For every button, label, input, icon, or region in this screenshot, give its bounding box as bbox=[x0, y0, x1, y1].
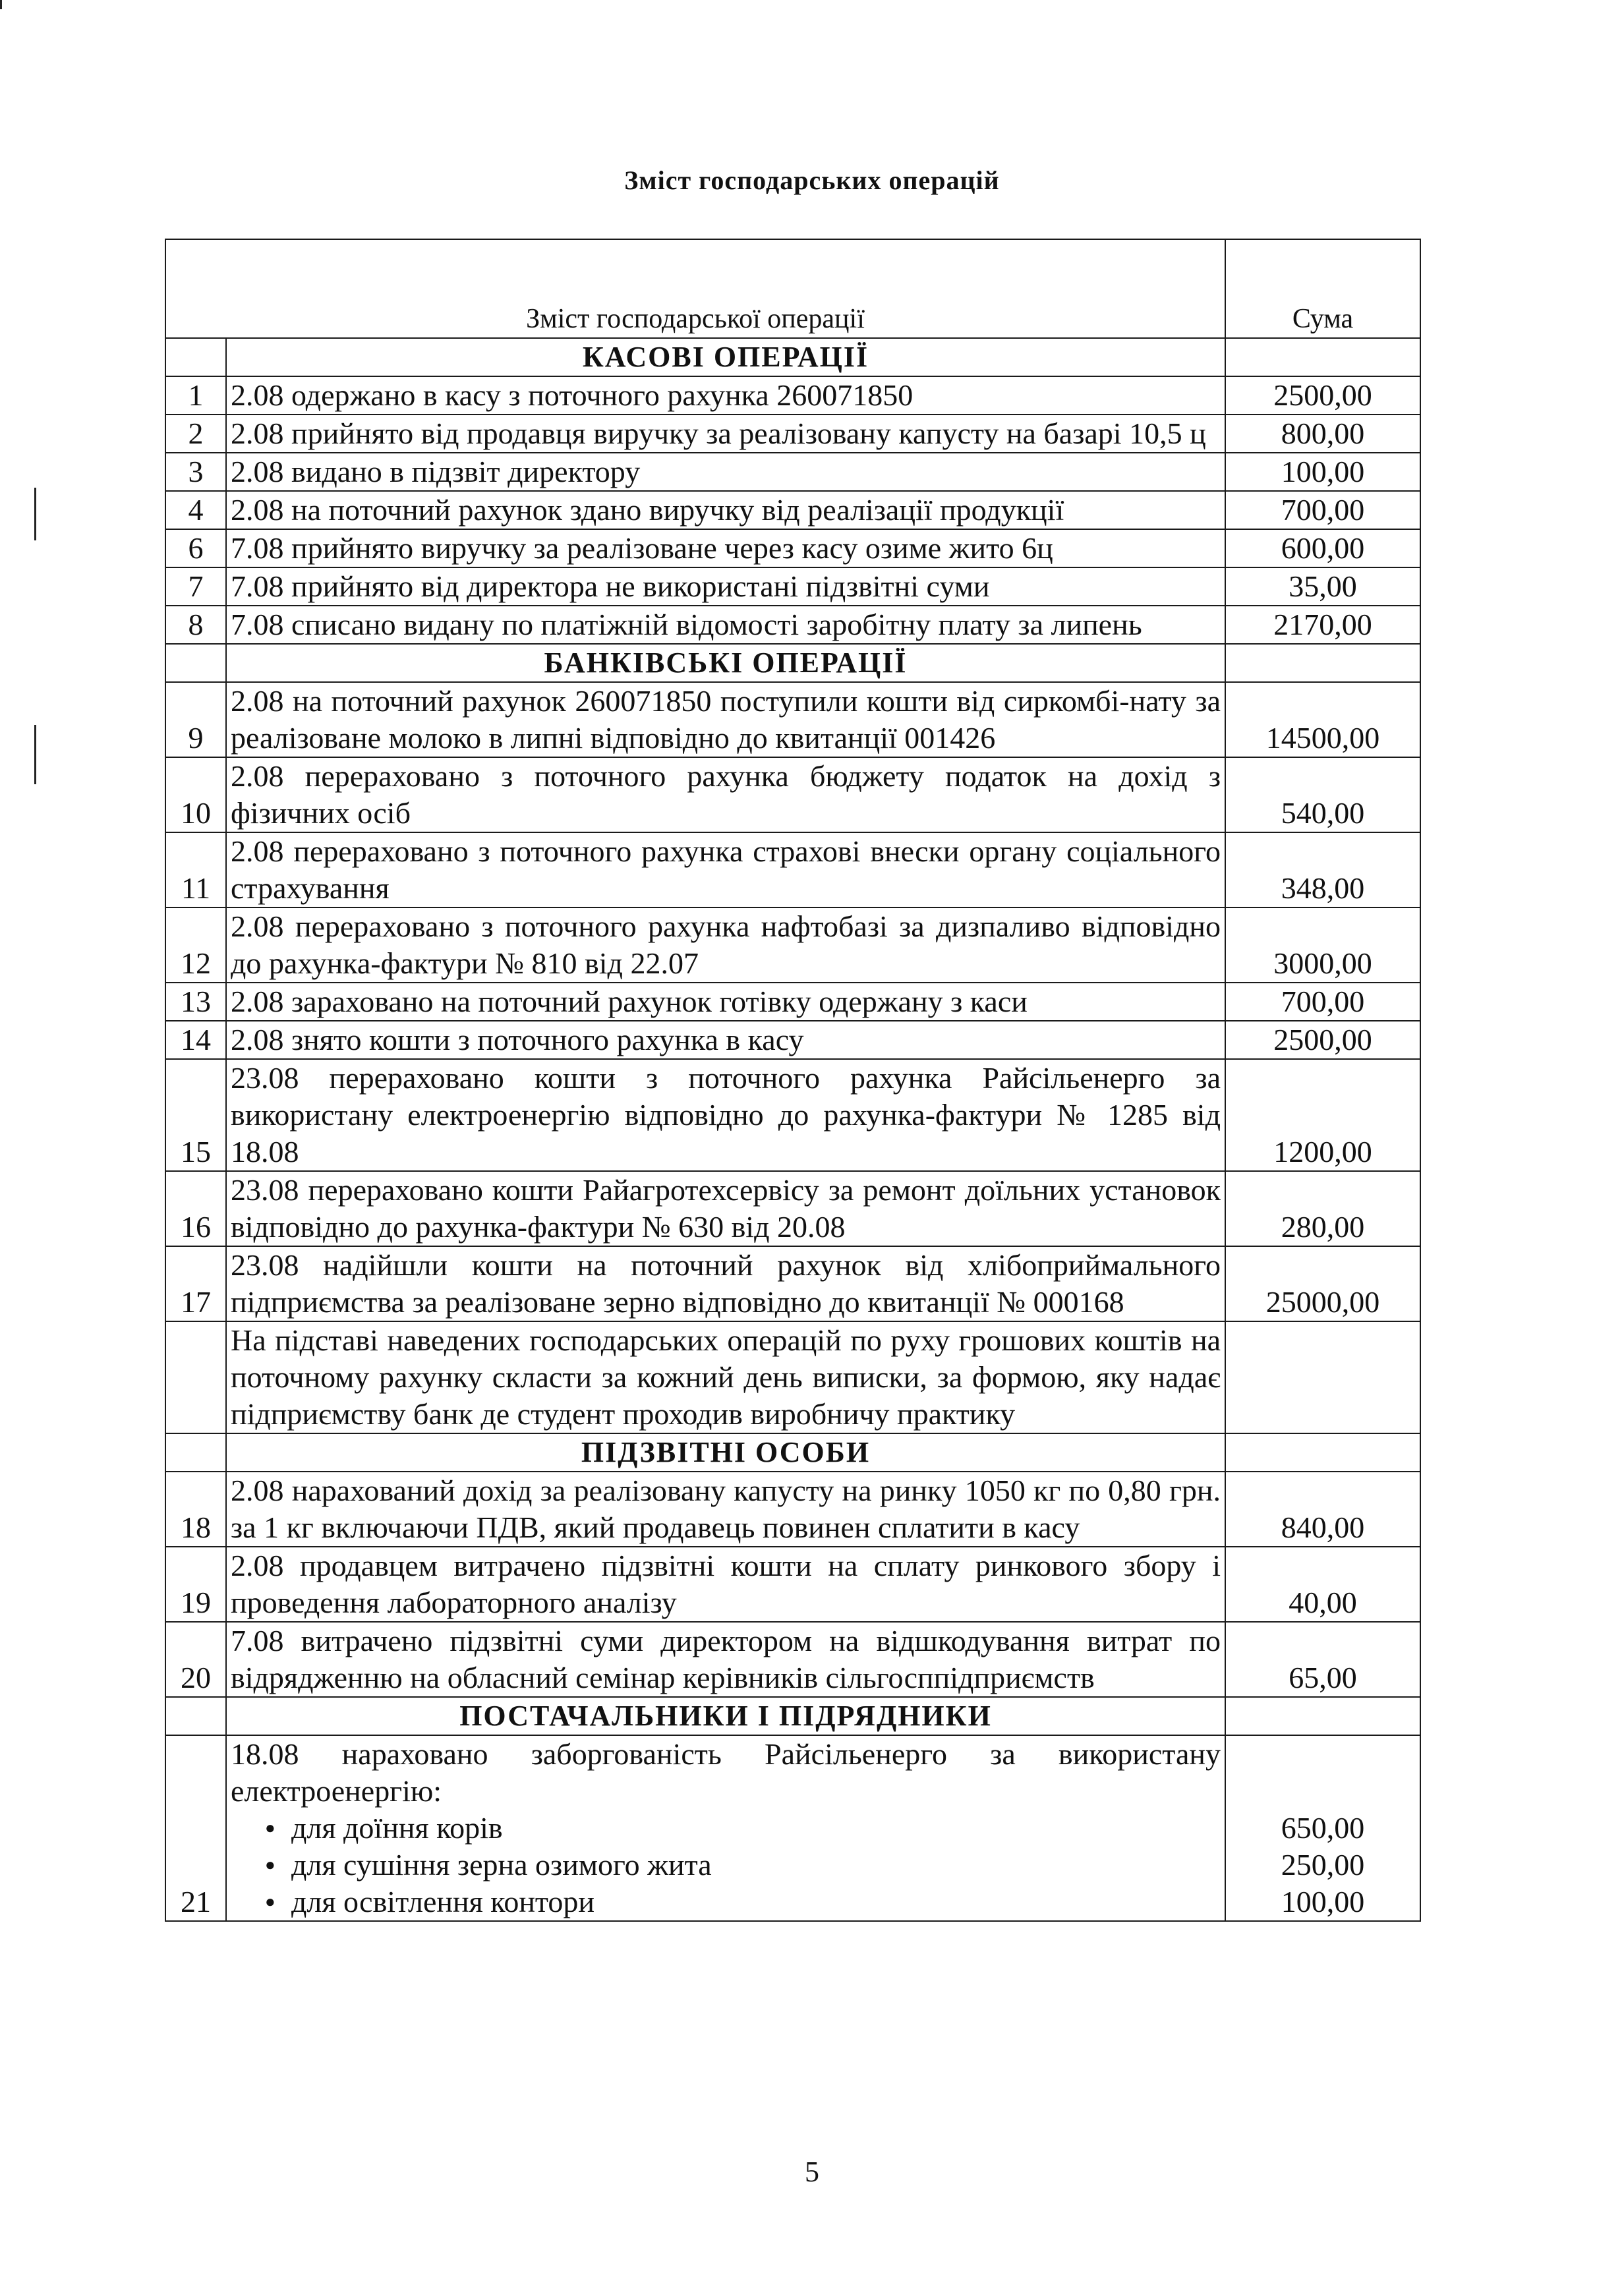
bullet-item: ● для сушіння зерна озимого жита bbox=[265, 1847, 1221, 1883]
table-row bbox=[165, 376, 1420, 415]
row-number: 7 bbox=[165, 567, 226, 606]
row-number: 16 bbox=[165, 1171, 226, 1246]
operation-description: 7.08 списано видану по платіжній відомості заробітну плату за липень bbox=[231, 608, 1142, 641]
section-title: БАНКІВСЬКІ ОПЕРАЦІЇ bbox=[226, 644, 1225, 682]
section-sum-cell bbox=[1225, 338, 1420, 376]
table-row bbox=[165, 529, 1420, 567]
operation-description: 2.08 видано в підзвіт директору bbox=[231, 455, 641, 488]
section-title: ПОСТАЧАЛЬНИКИ І ПІДРЯДНИКИ bbox=[226, 1697, 1225, 1735]
operation-sum: 2170,00 bbox=[1225, 606, 1420, 644]
bullet-sums bbox=[1230, 1810, 1416, 1920]
table-row bbox=[165, 682, 1420, 757]
operations-table bbox=[165, 239, 1421, 1922]
operation-sum: 25000,00 bbox=[1225, 1246, 1420, 1321]
row-number: 19 bbox=[165, 1547, 226, 1622]
table-row bbox=[165, 1735, 1420, 1921]
section-title: ПІДЗВІТНІ ОСОБИ bbox=[226, 1433, 1225, 1472]
operation-text bbox=[226, 1059, 1225, 1171]
row-number: 2 bbox=[165, 415, 226, 453]
operation-description: 2.08 продавцем витрачено підзвітні кошти на сплату ринкового збору і проведення лабораторного аналізу bbox=[231, 1549, 1221, 1619]
operation-text bbox=[226, 907, 1225, 983]
operation-sum: 540,00 bbox=[1225, 757, 1420, 832]
table-row bbox=[165, 415, 1420, 453]
scan-mark bbox=[34, 488, 36, 540]
section-header-row bbox=[165, 644, 1420, 682]
operation-sum: 3000,00 bbox=[1225, 907, 1420, 983]
operation-description: 23.08 перераховано кошти з поточного рахунка Райсільенерго за використану електроенергію відповідно до рахунка-фактури № 1285 від 18.08 bbox=[231, 1061, 1221, 1168]
operation-description: 7.08 витрачено підзвітні суми директором на відшкодування витрат по відрядженню на обласний семінар керівників сільгосппідприємств bbox=[231, 1624, 1221, 1694]
operation-text bbox=[226, 1321, 1225, 1433]
bullet-sum: 100,00 bbox=[1281, 1885, 1365, 1918]
scan-mark bbox=[0, 0, 2, 9]
operation-text bbox=[226, 376, 1225, 415]
row-number bbox=[165, 1321, 226, 1433]
operation-sum: 348,00 bbox=[1225, 832, 1420, 907]
section-title: КАСОВІ ОПЕРАЦІЇ bbox=[226, 338, 1225, 376]
operation-description: 7.08 прийнято від директора не використані підзвітні суми bbox=[231, 569, 990, 603]
table-row bbox=[165, 491, 1420, 529]
table-row bbox=[165, 453, 1420, 491]
operation-text bbox=[226, 491, 1225, 529]
row-number: 17 bbox=[165, 1246, 226, 1321]
bullet-item: ● для освітлення контори bbox=[265, 1883, 1221, 1920]
operation-description: 23.08 перераховано кошти Райагротехсервісу за ремонт доїльних установок відповідно до рахунка-фактури № 630 від 20.08 bbox=[231, 1173, 1221, 1244]
sum-column-header: Сума bbox=[1225, 239, 1420, 338]
operation-sum bbox=[1225, 1321, 1420, 1433]
operation-description: 2.08 одержано в касу з поточного рахунка 260071850 bbox=[231, 378, 914, 412]
table-row bbox=[165, 757, 1420, 832]
operation-description: 2.08 прийнято від продавця виручку за реалізовану капусту на базарі 10,5 ц bbox=[231, 417, 1206, 450]
section-sum-cell bbox=[1225, 1433, 1420, 1472]
operation-text bbox=[226, 1472, 1225, 1547]
table-row bbox=[165, 832, 1420, 907]
section-number-cell bbox=[165, 1697, 226, 1735]
operation-description: На підставі наведених господарських операцій по руху грошових коштів на поточному рахунку скласти за кожний день виписки, за формою, яку надає підприємству банк де студент проходив виробничу практику bbox=[231, 1323, 1221, 1431]
operation-sum bbox=[1225, 1735, 1420, 1921]
operation-description: 23.08 надійшли кошти на поточний рахунок від хлібоприймального підприємства за реалізоване зерно відповідно до квитанції № 000168 bbox=[231, 1248, 1221, 1319]
bullet-item: ● для доїння корів bbox=[265, 1810, 1221, 1847]
operation-description: 2.08 на поточний рахунок здано виручку від реалізації продукції bbox=[231, 493, 1064, 527]
operation-sum: 100,00 bbox=[1225, 453, 1420, 491]
operation-sum: 1200,00 bbox=[1225, 1059, 1420, 1171]
operation-text bbox=[226, 1171, 1225, 1246]
bullet-sum: 650,00 bbox=[1281, 1811, 1365, 1845]
operation-description: 2.08 перераховано з поточного рахунка нафтобазі за дизпаливо відповідно до рахунка-фактури № 810 від 22.07 bbox=[231, 909, 1221, 980]
operation-sum: 800,00 bbox=[1225, 415, 1420, 453]
row-number: 15 bbox=[165, 1059, 226, 1171]
operation-sum: 700,00 bbox=[1225, 983, 1420, 1021]
table-row bbox=[165, 983, 1420, 1021]
section-sum-cell bbox=[1225, 1697, 1420, 1735]
table-row bbox=[165, 606, 1420, 644]
page-title: Зміст господарських операцій bbox=[624, 165, 1000, 195]
operation-description: 2.08 нарахований дохід за реалізовану капусту на ринку 1050 кг по 0,80 грн. за 1 кг включаючи ПДВ, який продавець повинен сплатити в касу bbox=[231, 1474, 1221, 1544]
row-number: 12 bbox=[165, 907, 226, 983]
row-number: 1 bbox=[165, 376, 226, 415]
table-row bbox=[165, 1021, 1420, 1059]
operation-text bbox=[226, 1622, 1225, 1697]
operation-sum: 840,00 bbox=[1225, 1472, 1420, 1547]
operation-text bbox=[226, 1246, 1225, 1321]
operation-description: 2.08 на поточний рахунок 260071850 поступили кошти від сиркомбі-нату за реалізоване молоко в липні відповідно до квитанції 001426 bbox=[231, 684, 1221, 755]
section-header-row bbox=[165, 1433, 1420, 1472]
operation-sum: 700,00 bbox=[1225, 491, 1420, 529]
operation-description: 2.08 перераховано з поточного рахунка страхові внески органу соціального страхування bbox=[231, 834, 1221, 905]
row-number: 3 bbox=[165, 453, 226, 491]
row-number: 20 bbox=[165, 1622, 226, 1697]
operation-description: 2.08 перераховано з поточного рахунка бюджету податок на дохід з фізичних осіб bbox=[231, 759, 1221, 830]
table-row bbox=[165, 1472, 1420, 1547]
table-row bbox=[165, 1059, 1420, 1171]
section-header-row bbox=[165, 338, 1420, 376]
table-row bbox=[165, 1246, 1420, 1321]
row-number: 9 bbox=[165, 682, 226, 757]
operation-sum: 280,00 bbox=[1225, 1171, 1420, 1246]
content-column-header: Зміст господарської операції bbox=[165, 239, 1225, 338]
row-number: 4 bbox=[165, 491, 226, 529]
operation-text bbox=[226, 832, 1225, 907]
operation-text bbox=[226, 983, 1225, 1021]
operation-sum: 600,00 bbox=[1225, 529, 1420, 567]
section-number-cell bbox=[165, 1433, 226, 1472]
section-header-row bbox=[165, 1697, 1420, 1735]
operation-text bbox=[226, 1021, 1225, 1059]
row-number: 14 bbox=[165, 1021, 226, 1059]
section-sum-cell bbox=[1225, 644, 1420, 682]
table-header-row bbox=[165, 239, 1420, 338]
operation-sum: 2500,00 bbox=[1225, 376, 1420, 415]
scan-mark bbox=[34, 725, 36, 784]
row-number: 8 bbox=[165, 606, 226, 644]
row-number: 21 bbox=[165, 1735, 226, 1921]
page-number: 5 bbox=[805, 2156, 819, 2188]
table-row bbox=[165, 907, 1420, 983]
operation-text bbox=[226, 1735, 1225, 1921]
operation-text bbox=[226, 1547, 1225, 1622]
table-row bbox=[165, 1171, 1420, 1246]
operation-text bbox=[226, 415, 1225, 453]
operation-sum: 2500,00 bbox=[1225, 1021, 1420, 1059]
table-body bbox=[165, 338, 1420, 1921]
operation-description: 7.08 прийнято виручку за реалізоване через касу озиме жито 6ц bbox=[231, 531, 1053, 565]
operation-description: 18.08 нараховано заборгованість Райсільенерго за використану електроенергію: bbox=[231, 1737, 1221, 1808]
row-number: 10 bbox=[165, 757, 226, 832]
row-number: 11 bbox=[165, 832, 226, 907]
operation-text bbox=[226, 606, 1225, 644]
operation-sum: 40,00 bbox=[1225, 1547, 1420, 1622]
operation-text bbox=[226, 453, 1225, 491]
section-number-cell bbox=[165, 644, 226, 682]
operation-sum: 65,00 bbox=[1225, 1622, 1420, 1697]
section-number-cell bbox=[165, 338, 226, 376]
bullet-sum: 250,00 bbox=[1281, 1848, 1365, 1882]
row-number: 18 bbox=[165, 1472, 226, 1547]
row-number: 13 bbox=[165, 983, 226, 1021]
table-row bbox=[165, 1321, 1420, 1433]
row-number: 6 bbox=[165, 529, 226, 567]
bullet-list bbox=[231, 1810, 1221, 1920]
operation-text bbox=[226, 757, 1225, 832]
operation-sum: 35,00 bbox=[1225, 567, 1420, 606]
operation-text bbox=[226, 567, 1225, 606]
operation-description: 2.08 зараховано на поточний рахунок готівку одержану з каси bbox=[231, 985, 1028, 1018]
table-row bbox=[165, 1547, 1420, 1622]
table-row bbox=[165, 1622, 1420, 1697]
table-row bbox=[165, 567, 1420, 606]
operation-description: 2.08 знято кошти з поточного рахунка в касу bbox=[231, 1023, 804, 1056]
operation-sum: 14500,00 bbox=[1225, 682, 1420, 757]
operation-text bbox=[226, 529, 1225, 567]
operation-text bbox=[226, 682, 1225, 757]
